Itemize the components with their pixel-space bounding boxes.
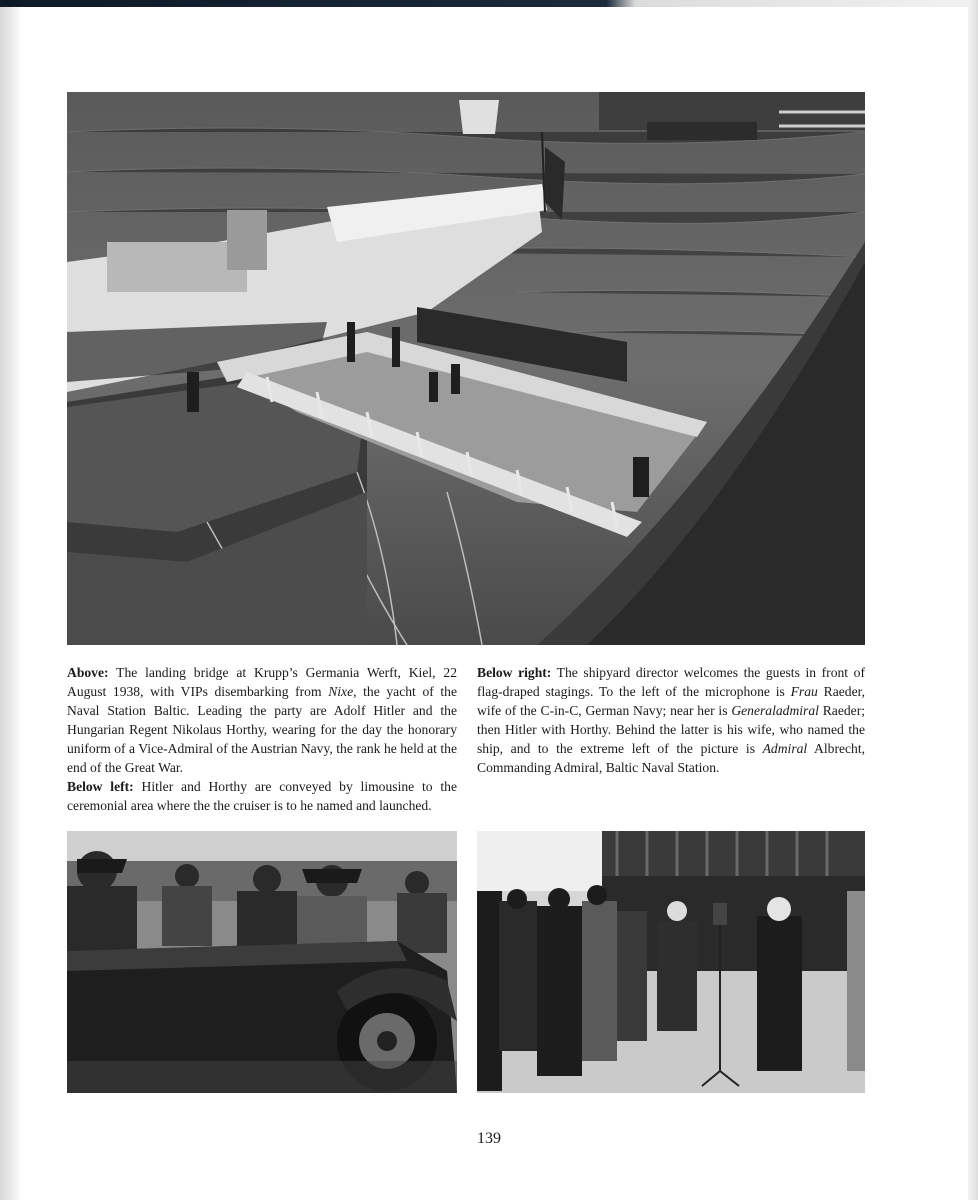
- caption-below-left-label: Below left:: [67, 779, 134, 794]
- caption-above-text-2: , the yacht of the Naval Station Baltic. Leading the party are Adolf Hitler and the Hungarian Regent Nikolaus Horthy, wearing for the day the honorary uniform of a Vice-Admiral of the Austrian Navy, the rank he held at the end of the Great War.: [67, 684, 458, 775]
- page-right-edge: [968, 0, 978, 1200]
- caption-above-italic: Nixe: [328, 684, 354, 699]
- photo-limousine: [67, 831, 457, 1093]
- caption-below-right-italic-1: Frau: [790, 684, 818, 699]
- caption-below-right-text-2: Raeder, wife of the C-in-C, German Navy; near her is: [477, 684, 865, 718]
- caption-below-right-text-4: Albrecht, Commanding Admiral, Baltic Naval Station.: [477, 741, 866, 775]
- caption-above-label: Above:: [67, 665, 109, 680]
- caption-left-column: [67, 663, 457, 815]
- page-top-edge: [0, 0, 978, 7]
- book-gutter: [0, 7, 20, 1200]
- caption-below-left-text: Hitler and Horthy are conveyed by limousine to the ceremonial area where the the cruiser is to he named and launched.: [67, 779, 457, 813]
- caption-below-left: [67, 777, 457, 815]
- caption-below-right-italic-2: Generaladmiral: [731, 703, 819, 718]
- caption-below-right: [477, 663, 865, 777]
- caption-right-column: [477, 663, 865, 777]
- caption-above: [67, 663, 457, 777]
- page-number: 139: [477, 1130, 501, 1147]
- photo-ceremony: [477, 831, 865, 1093]
- caption-below-right-text: The shipyard director welcomes the guests in front of flag-draped stagings. To the left of the microphone is: [477, 665, 865, 699]
- photo-landing-bridge: [67, 92, 865, 645]
- caption-below-right-text-3: Raeder; then Hitler with Horthy. Behind the latter is his wife, who named the ship, and to the extreme left of the picture is: [477, 703, 865, 756]
- caption-below-right-label: Below right:: [477, 665, 552, 680]
- caption-above-text: The landing bridge at Krupp’s Germania Werft, Kiel, 22 August 1938, with VIPs disembarking from: [67, 665, 457, 699]
- caption-below-right-italic-3: Admiral: [762, 741, 808, 756]
